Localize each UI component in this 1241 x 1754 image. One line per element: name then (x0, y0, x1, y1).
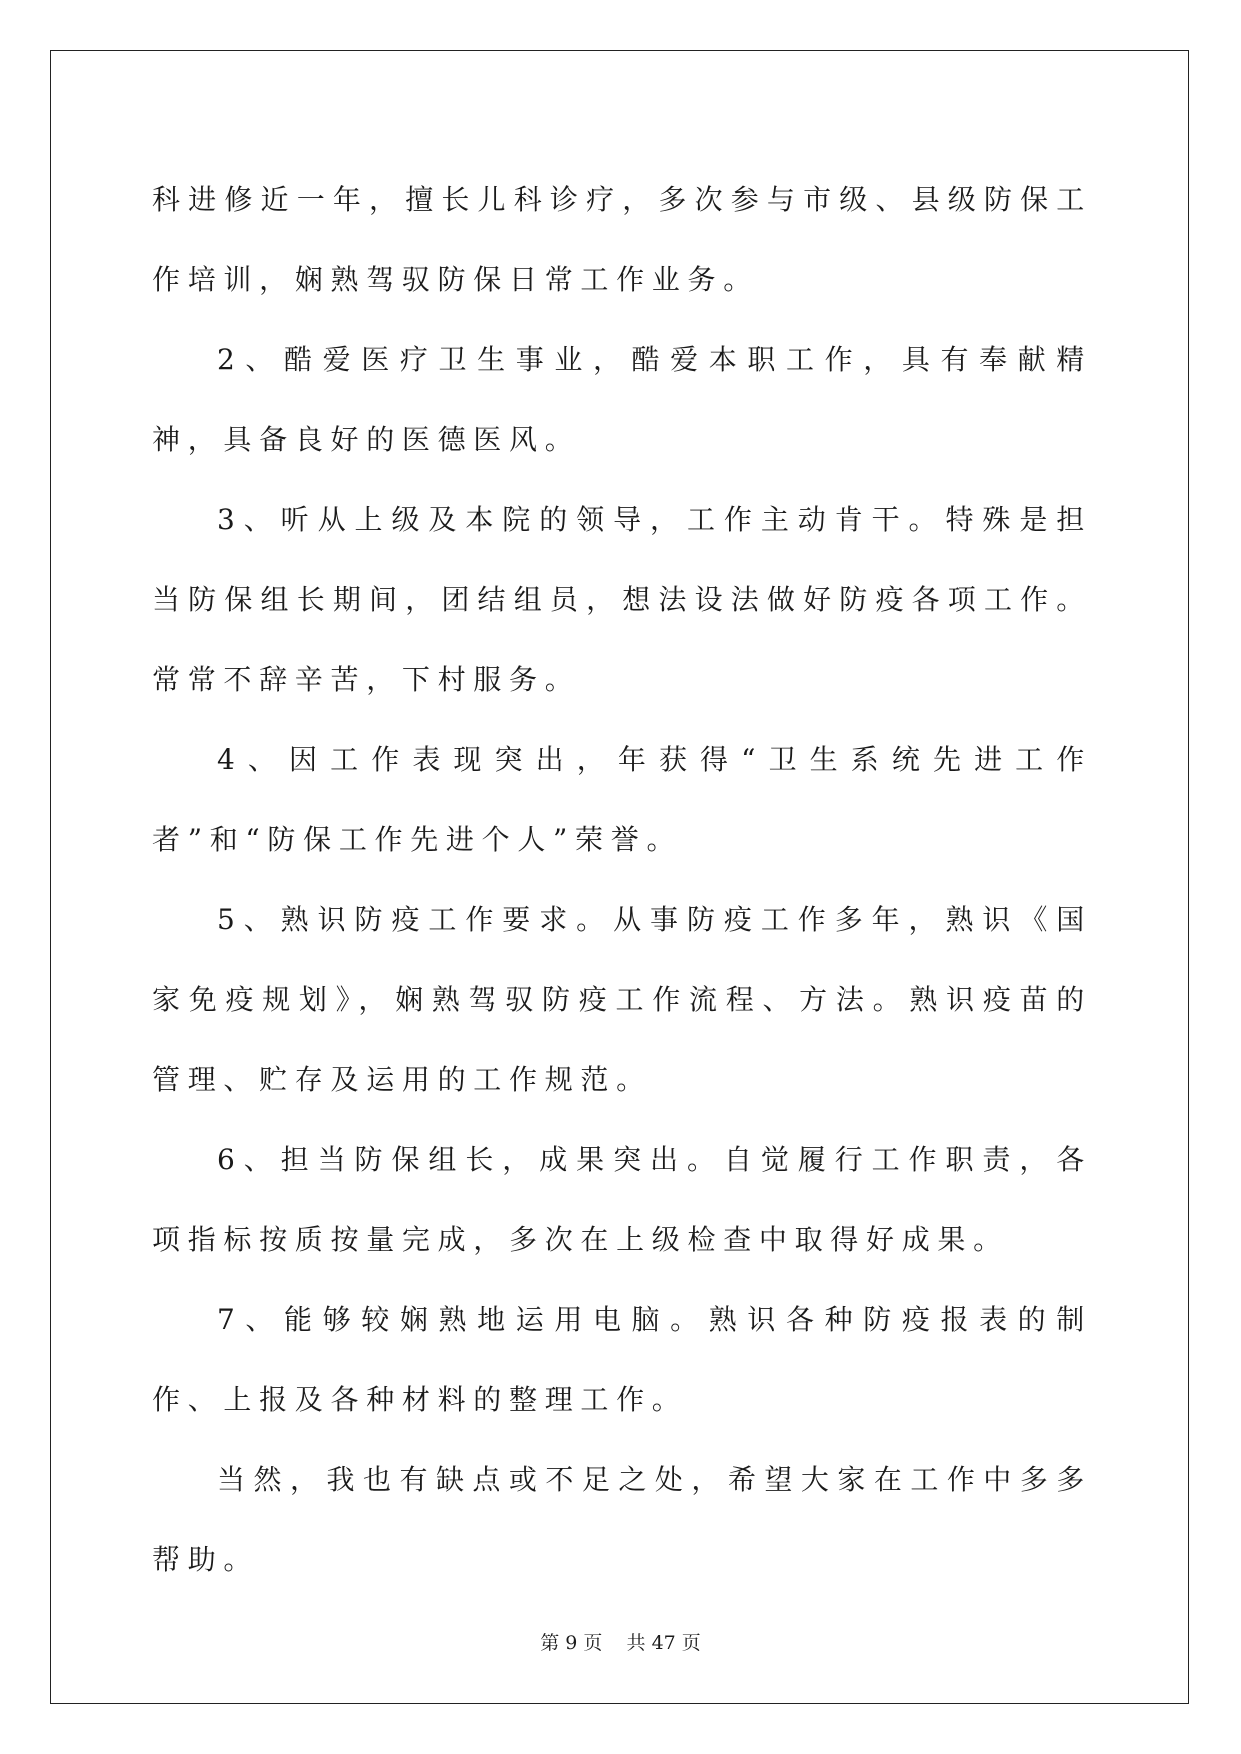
paragraph-item-3: 3、听从上级及本院的领导，工作主动肯干。特殊是担当防保组长期间，团结组员，想法设法做好防疫各项工作。常常不辞辛苦，下村服务。 (152, 503, 1092, 696)
page-number-footer: 第 9 页 共 47 页 (540, 1632, 701, 1654)
paragraph-item-5: 5、熟识防疫工作要求。从事防疫工作多年，熟识《国家免疫规划》，娴熟驾驭防疫工作流程、方法。熟识疫苗的管理、贮存及运用的工作规范。 (152, 903, 1092, 1096)
paragraph-item-6: 6、担当防保组长，成果突出。自觉履行工作职责，各项指标按质按量完成，多次在上级检查中取得好成果。 (152, 1143, 1092, 1256)
paragraph-item-2: 2、酷爱医疗卫生事业，酷爱本职工作，具有奉献精神，具备良好的医德医风。 (152, 343, 1092, 456)
document-body (152, 160, 1092, 1600)
paragraph-item-7: 7、能够较娴熟地运用电脑。熟识各种防疫报表的制作、上报及各种材料的整理工作。 (152, 1303, 1092, 1416)
paragraph-continuation: 科进修近一年，擅长儿科诊疗，多次参与市级、县级防保工作培训，娴熟驾驭防保日常工作业务。 (152, 183, 1092, 296)
paragraph-closing: 当然，我也有缺点或不足之处，希望大家在工作中多多帮助。 (152, 1463, 1092, 1576)
paragraph-item-4: 4、因工作表现突出，年获得“卫生系统先进工作者”和“防保工作先进个人”荣誉。 (152, 743, 1092, 856)
